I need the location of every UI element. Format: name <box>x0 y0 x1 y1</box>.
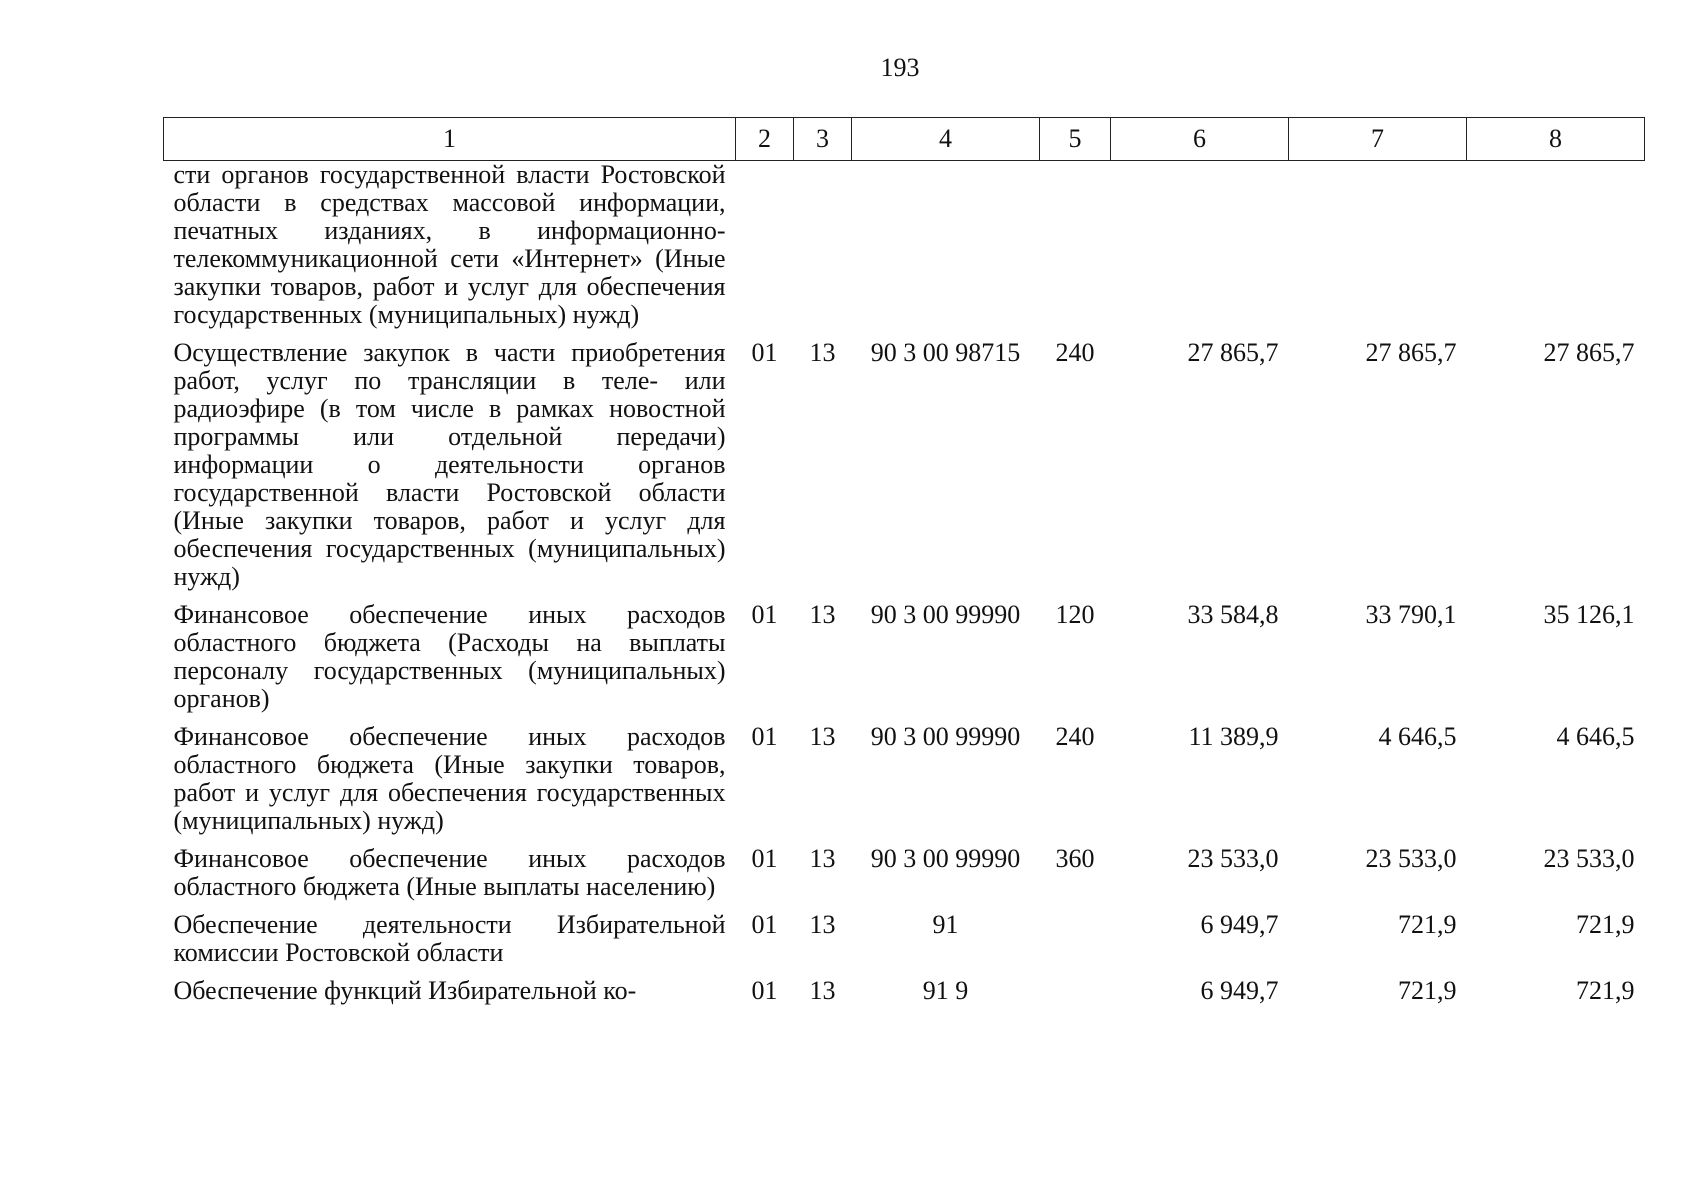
expense-type-code: 120 <box>1055 600 1095 629</box>
expense-type-code: 360 <box>1055 844 1095 873</box>
row-description: Обеспечение функций Избирательной ко- <box>173 976 637 1005</box>
section-code: 01 <box>751 976 778 1005</box>
amount-col-7 <box>1289 161 1467 340</box>
column-header-2: 2 <box>736 118 794 161</box>
subsection-code: 13 <box>809 844 836 873</box>
column-header-1: 1 <box>164 118 736 161</box>
amount-col-6: 11 389,9 <box>1188 722 1279 751</box>
amount-col-8 <box>1467 161 1645 340</box>
amount-col-7: 721,9 <box>1398 976 1457 1005</box>
target-article-code: 91 9 <box>922 976 969 1005</box>
target-article-code: 90 3 00 99990 <box>870 722 1021 751</box>
amount-col-8: 721,9 <box>1576 976 1635 1005</box>
amount-col-6: 6 949,7 <box>1200 976 1279 1005</box>
column-header-6: 6 <box>1111 118 1289 161</box>
subsection-code: 13 <box>809 910 836 939</box>
target-article-code: 90 3 00 99990 <box>870 844 1021 873</box>
table-row <box>164 339 1645 601</box>
row-description: Финансовое обеспечение иных расходов областного бюджета (Иные выплаты населению) <box>173 844 726 901</box>
target-article-code: 90 3 00 99990 <box>870 600 1021 629</box>
section-code: 01 <box>751 844 778 873</box>
amount-col-6: 33 584,8 <box>1187 600 1279 629</box>
table-row <box>164 601 1645 723</box>
row-description: Финансовое обеспечение иных расходов областного бюджета (Иные закупки товаров, работ и услуг для обеспечения государственных (муниципальных) нужд) <box>173 722 726 835</box>
row-description: сти органов государственной власти Ростовской области в средствах массовой информации, печатных изданиях, в информационно-телекоммуникационной сети «Интернет» (Иные закупки товаров, работ и услуг для обеспечения государственных (муниципальных) нужд) <box>173 160 726 329</box>
section-code: 01 <box>751 338 778 367</box>
expense-type-code: 240 <box>1055 722 1095 751</box>
row-description: Финансовое обеспечение иных расходов областного бюджета (Расходы на выплаты персоналу государственных (муниципальных) органов) <box>173 600 726 713</box>
amount-col-7: 721,9 <box>1398 910 1457 939</box>
table-row <box>164 161 1645 340</box>
subsection-code: 13 <box>809 976 836 1005</box>
target-article-code: 91 <box>932 910 959 939</box>
amount-col-7: 23 533,0 <box>1365 844 1457 873</box>
amount-col-7: 33 790,1 <box>1365 600 1457 629</box>
row-description: Осуществление закупок в части приобретения работ, услуг по трансляции в теле- или радиоэфире (в том числе в рамках новостной программы или отдельной передачи) информации о деятельности органов государственной власти Ростовской области (Иные закупки товаров, работ и услуг для обеспечения государственных (муниципальных) нужд) <box>173 338 726 591</box>
column-header-4: 4 <box>852 118 1040 161</box>
section-code: 01 <box>751 722 778 751</box>
row-description: Обеспечение деятельности Избирательной комиссии Ростовской области <box>173 910 726 967</box>
subsection-code: 13 <box>809 338 836 367</box>
column-header-7: 7 <box>1289 118 1467 161</box>
section-code: 01 <box>751 600 778 629</box>
amount-col-8: 27 865,7 <box>1543 338 1635 367</box>
table-row <box>164 723 1645 845</box>
column-header-5: 5 <box>1040 118 1111 161</box>
amount-col-6: 6 949,7 <box>1200 910 1279 939</box>
column-number-header-row <box>164 118 1645 161</box>
expense-type-code <box>1040 161 1111 340</box>
amount-col-8: 35 126,1 <box>1543 600 1635 629</box>
page-number: 193 <box>880 53 920 82</box>
amount-col-6: 27 865,7 <box>1187 338 1279 367</box>
target-article-code <box>852 161 1040 340</box>
expense-type-code: 240 <box>1055 338 1095 367</box>
expense-type-code <box>1040 977 1111 1015</box>
expense-type-code <box>1040 911 1111 977</box>
table-row <box>164 977 1645 1015</box>
amount-col-6 <box>1111 161 1289 340</box>
amount-col-8: 23 533,0 <box>1543 844 1635 873</box>
subsection-code: 13 <box>809 600 836 629</box>
amount-col-7: 27 865,7 <box>1365 338 1457 367</box>
subsection-code <box>794 161 852 340</box>
amount-col-8: 721,9 <box>1576 910 1635 939</box>
column-header-3: 3 <box>794 118 852 161</box>
section-code <box>736 161 794 340</box>
table-row <box>164 911 1645 977</box>
amount-col-8: 4 646,5 <box>1556 722 1635 751</box>
subsection-code: 13 <box>809 722 836 751</box>
table-row <box>164 845 1645 911</box>
column-header-8: 8 <box>1467 118 1645 161</box>
amount-col-6: 23 533,0 <box>1187 844 1279 873</box>
target-article-code: 90 3 00 98715 <box>870 338 1021 367</box>
budget-table <box>163 117 1645 1015</box>
section-code: 01 <box>751 910 778 939</box>
amount-col-7: 4 646,5 <box>1378 722 1457 751</box>
